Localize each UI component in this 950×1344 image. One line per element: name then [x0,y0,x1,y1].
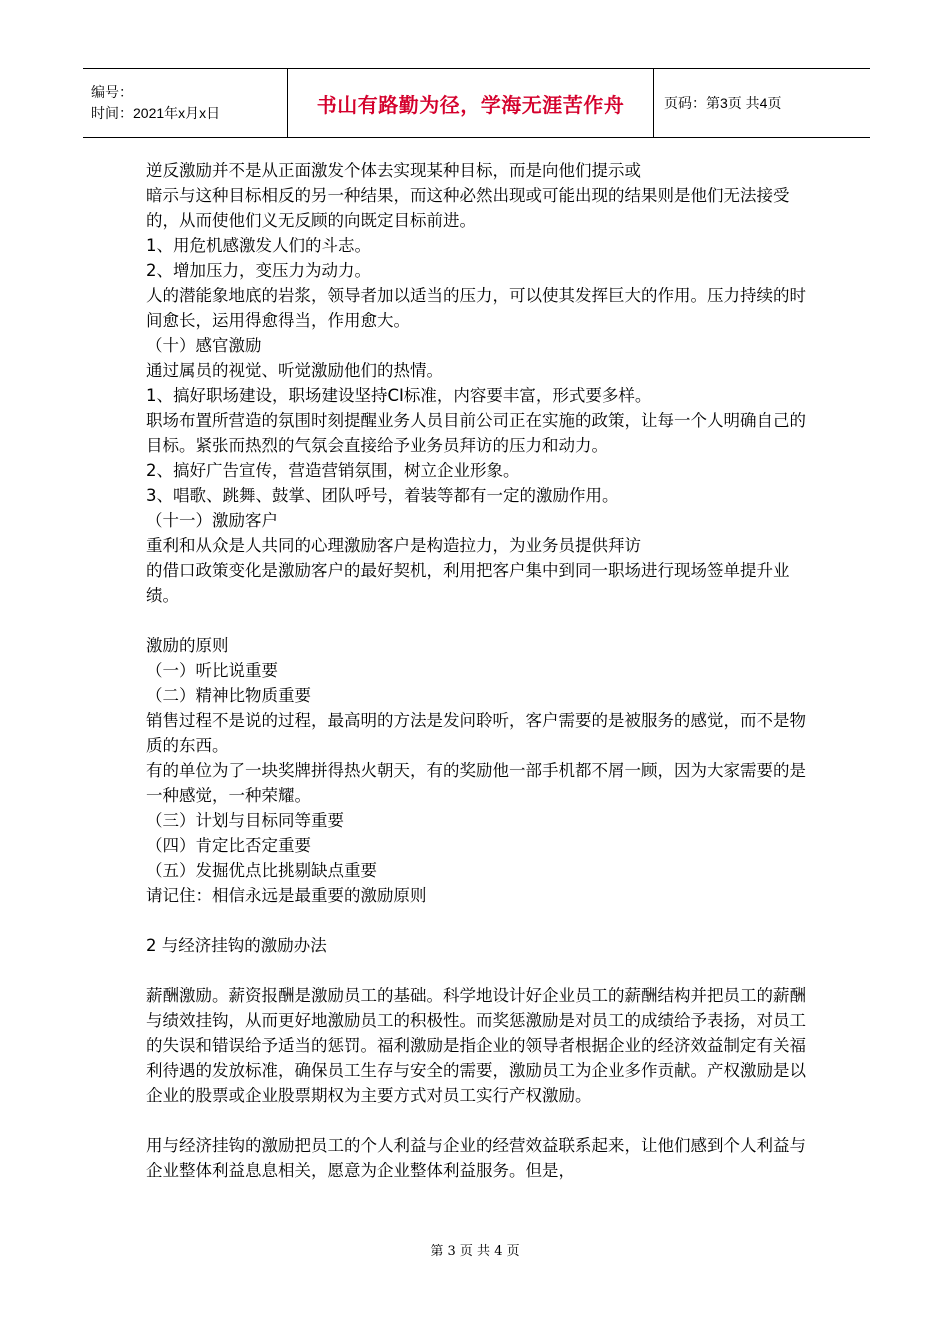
paragraph: 逆反激励并不是从正面激发个体去实现某种目标，而是向他们提示或 [146,161,641,180]
section-heading: （十一）激励客户 [146,511,278,530]
blank-line [146,1108,810,1133]
paragraph: 薪酬激励。薪资报酬是激励员工的基础。科学地设计好企业员工的薪酬结构并把员工的薪酬与绩效挂钩，从而更好地激励员工的积极性。而奖惩激励是对员工的成绩给予表扬，对员工的失误和错误给予适当的惩罚。福利激励是指企业的领导者根据企业的经济效益制定有关福利待遇的发放标准，确保员工生存与安全的需要，激励员工为企业多作贡献。产权激励是以企业的股票或企业股票期权为主要方式对员工实行产权激励。 [146,986,806,1105]
paragraph: （三）计划与目标同等重要 [146,811,344,830]
paragraph: 通过属员的视觉、听觉激励他们的热情。 [146,361,443,380]
number-label: 编号： [91,84,133,100]
paragraph: 用与经济挂钩的激励把员工的个人利益与企业的经营效益联系起来，让他们感到个人利益与企业整体利益息息相关，愿意为企业整体利益服务。但是， [146,1136,806,1180]
header-meta [83,69,288,137]
paragraph: 的借口政策变化是激励客户的最好契机，利用把客户集中到同一职场进行现场签单提升业绩。 [146,561,790,605]
blank-line [146,608,810,633]
blank-line [146,908,810,933]
paragraph: （一）听比说重要 [146,661,278,680]
section-heading: （十）感官激励 [146,336,262,355]
page-header [83,68,870,138]
page-info: 页码：第3页 共4页 [664,95,782,111]
section-heading: 2 与经济挂钩的激励办法 [146,936,327,955]
section-heading: 激励的原则 [146,636,229,655]
time-label: 时间：2021年x月x日 [91,105,221,121]
blank-line [146,958,810,983]
paragraph: （五）发掘优点比挑剔缺点重要 [146,861,377,880]
paragraph: 1、搞好职场建设，职场建设坚持CI标准，内容要丰富，形式要多样。 [146,386,652,405]
paragraph: （二）精神比物质重要 [146,686,311,705]
paragraph: 请记住：相信永远是最重要的激励原则 [146,886,427,905]
paragraph: 人的潜能象地底的岩浆，领导者加以适当的压力，可以使其发挥巨大的作用。压力持续的时间愈长，运用得愈得当，作用愈大。 [146,286,806,330]
paragraph: 重利和从众是人共同的心理激励客户是构造拉力，为业务员提供拜访 [146,536,641,555]
paragraph: 1、用危机感激发人们的斗志。 [146,236,371,255]
document-body [146,158,810,1183]
paragraph: 职场布置所营造的氛围时刻提醒业务人员目前公司正在实施的政策，让每一个人明确自己的目标。紧张而热烈的气氛会直接给予业务员拜访的压力和动力。 [146,411,806,455]
page-footer: 第 3 页 共 4 页 [430,1244,520,1259]
paragraph: 暗示与这种目标相反的另一种结果，而这种必然出现或可能出现的结果则是他们无法接受的，从而使他们义无反顾的向既定目标前进。 [146,186,790,230]
paragraph: （四）肯定比否定重要 [146,836,311,855]
paragraph: 2、搞好广告宣传，营造营销氛围，树立企业形象。 [146,461,520,480]
paragraph: 有的单位为了一块奖牌拼得热火朝天，有的奖励他一部手机都不屑一顾，因为大家需要的是一种感觉，一种荣耀。 [146,761,806,805]
paragraph: 3、唱歌、跳舞、鼓掌、团队呼号，着装等都有一定的激励作用。 [146,486,619,505]
paragraph: 2、增加压力，变压力为动力。 [146,261,371,280]
paragraph: 销售过程不是说的过程，最高明的方法是发问聆听，客户需要的是被服务的感觉，而不是物质的东西。 [146,711,806,755]
motto: 书山有路勤为径，学海无涯苦作舟 [288,69,654,137]
